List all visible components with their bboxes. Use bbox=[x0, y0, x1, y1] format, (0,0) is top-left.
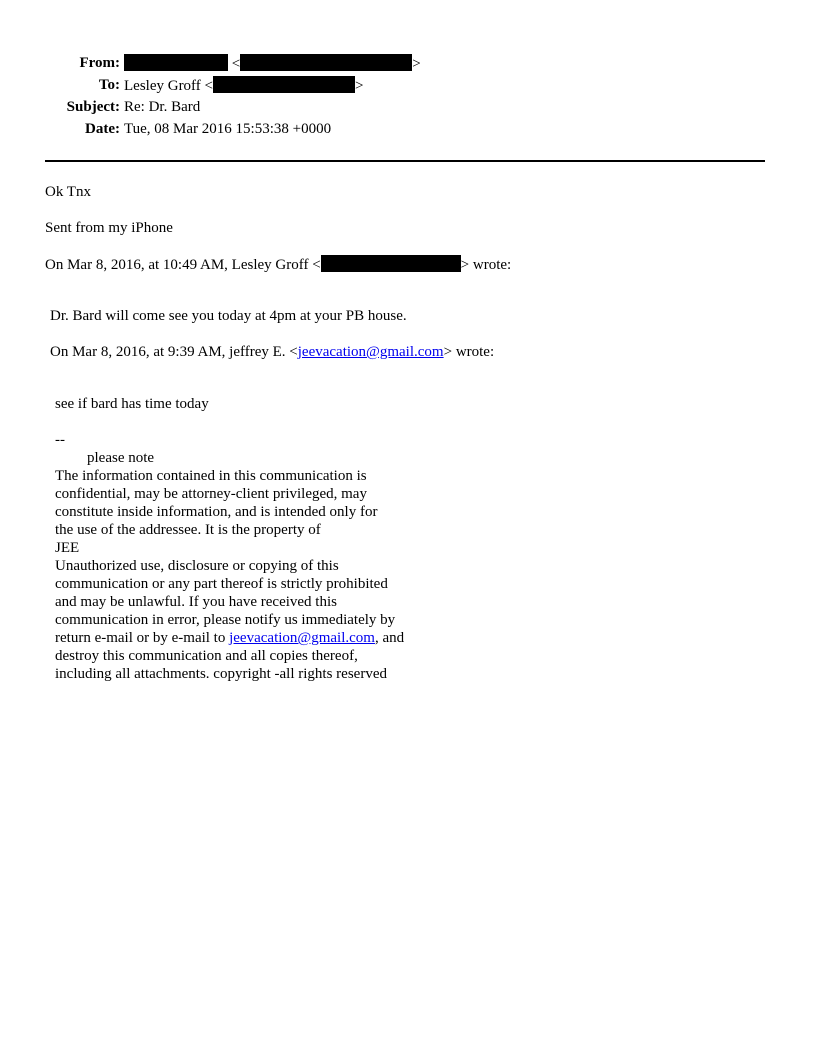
from-value bbox=[124, 54, 421, 73]
disclaimer-line: The information contained in this communication is bbox=[55, 468, 367, 484]
signature-dash: -- bbox=[55, 432, 65, 448]
quote2-prefix: On Mar 8, 2016, at 9:39 AM, jeffrey E. bbox=[50, 344, 286, 360]
quoted-reply-1: Dr. Bard will come see you today at 4pm at your PB house. bbox=[50, 308, 407, 324]
quoted-reply-2: see if bard has time today bbox=[55, 396, 209, 412]
disclaimer-block bbox=[55, 467, 404, 683]
disclaimer-return-line bbox=[55, 629, 404, 647]
header-divider bbox=[45, 160, 765, 162]
disclaimer-line: the use of the addressee. It is the property of bbox=[55, 522, 321, 538]
gt-bracket: > bbox=[412, 56, 421, 72]
to-name: Lesley Groff bbox=[124, 78, 201, 94]
gt-bracket: > bbox=[460, 257, 470, 273]
quote-attribution-2 bbox=[50, 343, 494, 361]
redacted-sender-name bbox=[124, 54, 228, 71]
quote1-suffix: wrote: bbox=[472, 257, 512, 273]
disclaimer-line: destroy this communication and all copies thereof, bbox=[55, 648, 358, 664]
disclaimer-line: including all attachments. copyright -all rights reserved bbox=[55, 666, 387, 682]
to-value bbox=[124, 76, 363, 95]
email-link[interactable]: jeevacation@gmail.com bbox=[297, 344, 444, 360]
from-label: From: bbox=[79, 55, 120, 71]
email-link[interactable]: jeevacation@gmail.com bbox=[229, 630, 375, 646]
date-label: Date: bbox=[85, 121, 120, 137]
disclaimer-line: confidential, may be attorney-client privileged, may bbox=[55, 486, 367, 502]
lt-bracket: < bbox=[312, 257, 321, 273]
subject-value: Re: Dr. Bard bbox=[124, 99, 201, 115]
lt-bracket: < bbox=[204, 78, 213, 94]
to-label: To: bbox=[98, 77, 120, 93]
disclaimer-line: constitute inside information, and is intended only for bbox=[55, 504, 378, 520]
gt-bracket: > bbox=[355, 78, 364, 94]
redacted-recipient-email bbox=[213, 76, 355, 93]
signature-sent-from: Sent from my iPhone bbox=[45, 220, 173, 236]
return-prefix: return e-mail or by e-mail to bbox=[55, 630, 226, 646]
lt-bracket: < bbox=[289, 344, 298, 360]
please-note: please note bbox=[87, 450, 155, 466]
subject-label: Subject: bbox=[66, 99, 120, 115]
disclaimer-line: Unauthorized use, disclosure or copying of this bbox=[55, 558, 339, 574]
gt-bracket: > bbox=[443, 344, 453, 360]
reply-text: Ok Tnx bbox=[45, 184, 91, 200]
redacted-email bbox=[321, 255, 461, 272]
quote-attribution-1 bbox=[45, 255, 511, 274]
disclaimer-line: JEE bbox=[55, 540, 80, 556]
return-suffix: , and bbox=[374, 630, 405, 646]
quote2-suffix: wrote: bbox=[455, 344, 495, 360]
disclaimer-line: communication or any part thereof is strictly prohibited bbox=[55, 576, 388, 592]
disclaimer-line: communication in error, please notify us immediately by bbox=[55, 612, 396, 628]
date-value: Tue, 08 Mar 2016 15:53:38 +0000 bbox=[124, 121, 332, 137]
redacted-sender-email bbox=[240, 54, 412, 71]
quote1-prefix: On Mar 8, 2016, at 10:49 AM, Lesley Groff bbox=[45, 257, 309, 273]
disclaimer-line: and may be unlawful. If you have received this bbox=[55, 594, 337, 610]
lt-bracket: < bbox=[231, 56, 241, 72]
